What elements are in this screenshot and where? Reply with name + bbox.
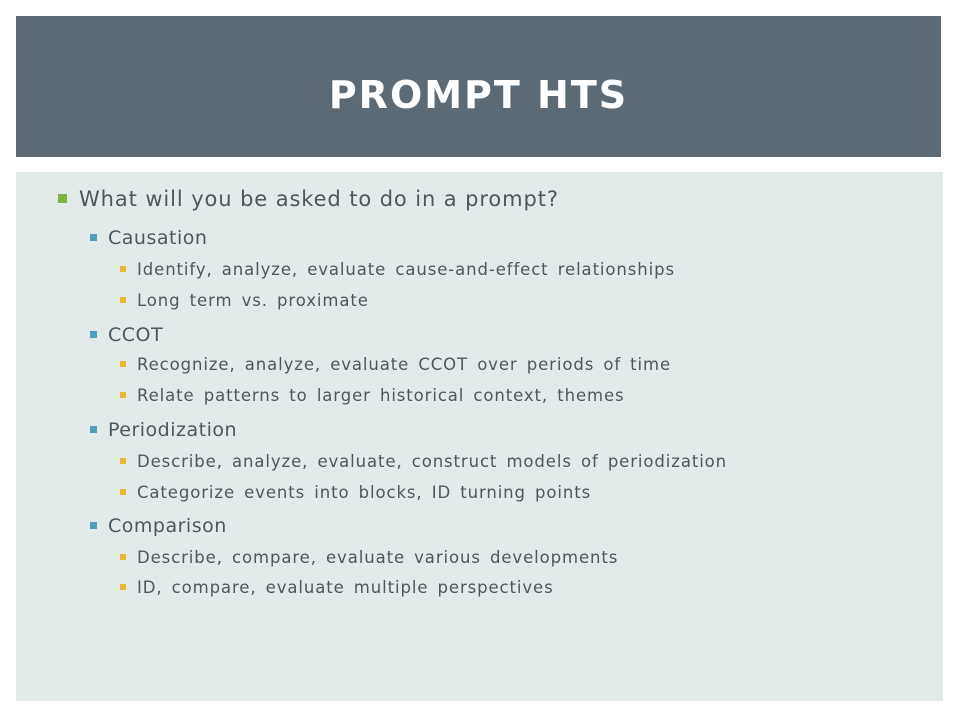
blue-square-bullet-icon — [90, 426, 97, 433]
point-text: Relate patterns to larger historical context, themes — [137, 386, 625, 405]
point-text: Describe, analyze, evaluate, construct models of periodization — [137, 452, 728, 471]
section-heading: Comparison — [108, 515, 227, 537]
section-ccot — [90, 324, 163, 346]
point-causation-1 — [120, 260, 675, 279]
yellow-square-bullet-icon — [120, 392, 126, 398]
point-text: Recognize, analyze, evaluate CCOT over periods of time — [137, 355, 672, 374]
yellow-square-bullet-icon — [120, 458, 126, 464]
section-heading: Periodization — [108, 419, 238, 441]
yellow-square-bullet-icon — [120, 297, 126, 303]
title-band — [16, 16, 941, 157]
point-text: Categorize events into blocks, ID turning points — [137, 483, 592, 502]
blue-square-bullet-icon — [90, 522, 97, 529]
point-causation-2 — [120, 291, 369, 310]
yellow-square-bullet-icon — [120, 489, 126, 495]
section-heading: Causation — [108, 227, 208, 249]
yellow-square-bullet-icon — [120, 361, 126, 367]
point-text: Identify, analyze, evaluate cause-and-effect relationships — [137, 260, 675, 279]
slide-title: PROMPT HTS — [328, 72, 629, 117]
point-periodization-1 — [120, 452, 727, 471]
point-text: Describe, compare, evaluate various developments — [137, 548, 619, 567]
question-text: What will you be asked to do in a prompt? — [79, 187, 559, 211]
section-periodization — [90, 419, 237, 441]
blue-square-bullet-icon — [90, 331, 97, 338]
bullet-question — [58, 187, 559, 211]
content-panel — [16, 172, 943, 701]
section-comparison — [90, 515, 227, 537]
point-text: Long term vs. proximate — [137, 291, 369, 310]
yellow-square-bullet-icon — [120, 554, 126, 560]
section-causation — [90, 227, 207, 249]
point-ccot-1 — [120, 355, 671, 374]
point-ccot-2 — [120, 386, 625, 405]
section-heading: CCOT — [108, 324, 164, 346]
point-periodization-2 — [120, 483, 591, 502]
green-square-bullet-icon — [58, 194, 67, 203]
point-comparison-2 — [120, 578, 554, 597]
point-comparison-1 — [120, 548, 618, 567]
yellow-square-bullet-icon — [120, 584, 126, 590]
yellow-square-bullet-icon — [120, 266, 126, 272]
point-text: ID, compare, evaluate multiple perspectives — [137, 578, 554, 597]
blue-square-bullet-icon — [90, 234, 97, 241]
